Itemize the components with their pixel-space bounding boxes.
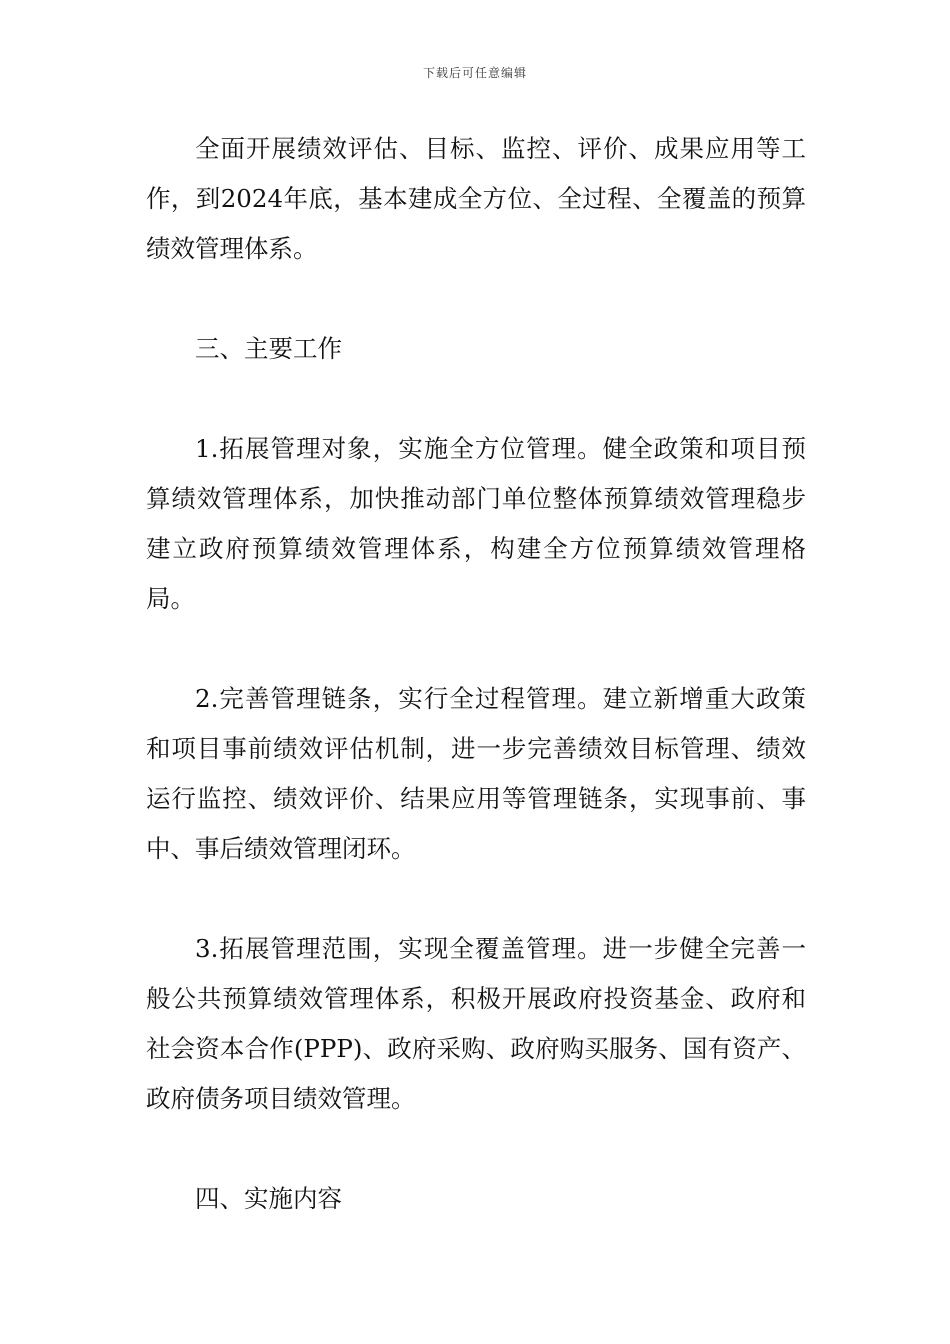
paragraph-gap	[146, 1124, 806, 1174]
document-body	[146, 124, 806, 1224]
paragraph-item-3: 3.拓展管理范围，实现全覆盖管理。进一步健全完善一般公共预算绩效管理体系，积极开展政府投资基金、政府和社会资本合作(PPP)、政府采购、政府购买服务、国有资产、政府债务项目绩效管理。	[146, 934, 806, 1113]
paragraph-item-1: 1.拓展管理对象，实施全方位管理。健全政策和项目预算绩效管理体系，加快推动部门单位整体预算绩效管理稳步建立政府预算绩效管理体系，构建全方位预算绩效管理格局。	[146, 434, 806, 613]
paragraph-gap	[146, 874, 806, 924]
paragraph-intro: 全面开展绩效评估、目标、监控、评价、成果应用等工作，到2024年底，基本建成全方位、全过程、全覆盖的预算绩效管理体系。	[146, 134, 806, 263]
paragraph-gap	[146, 374, 806, 424]
section-heading-main-work: 三、主要工作	[195, 334, 342, 363]
page-header: 下载后可任意编辑	[422, 66, 527, 80]
paragraph-item-2: 2.完善管理链条，实行全过程管理。建立新增重大政策和项目事前绩效评估机制，进一步完善绩效目标管理、绩效运行监控、绩效评价、结果应用等管理链条，实现事前、事中、事后绩效管理闭环。	[146, 684, 806, 863]
section-heading-implementation: 四、实施内容	[195, 1184, 342, 1213]
paragraph-gap	[146, 624, 806, 674]
paragraph-gap	[146, 274, 806, 324]
